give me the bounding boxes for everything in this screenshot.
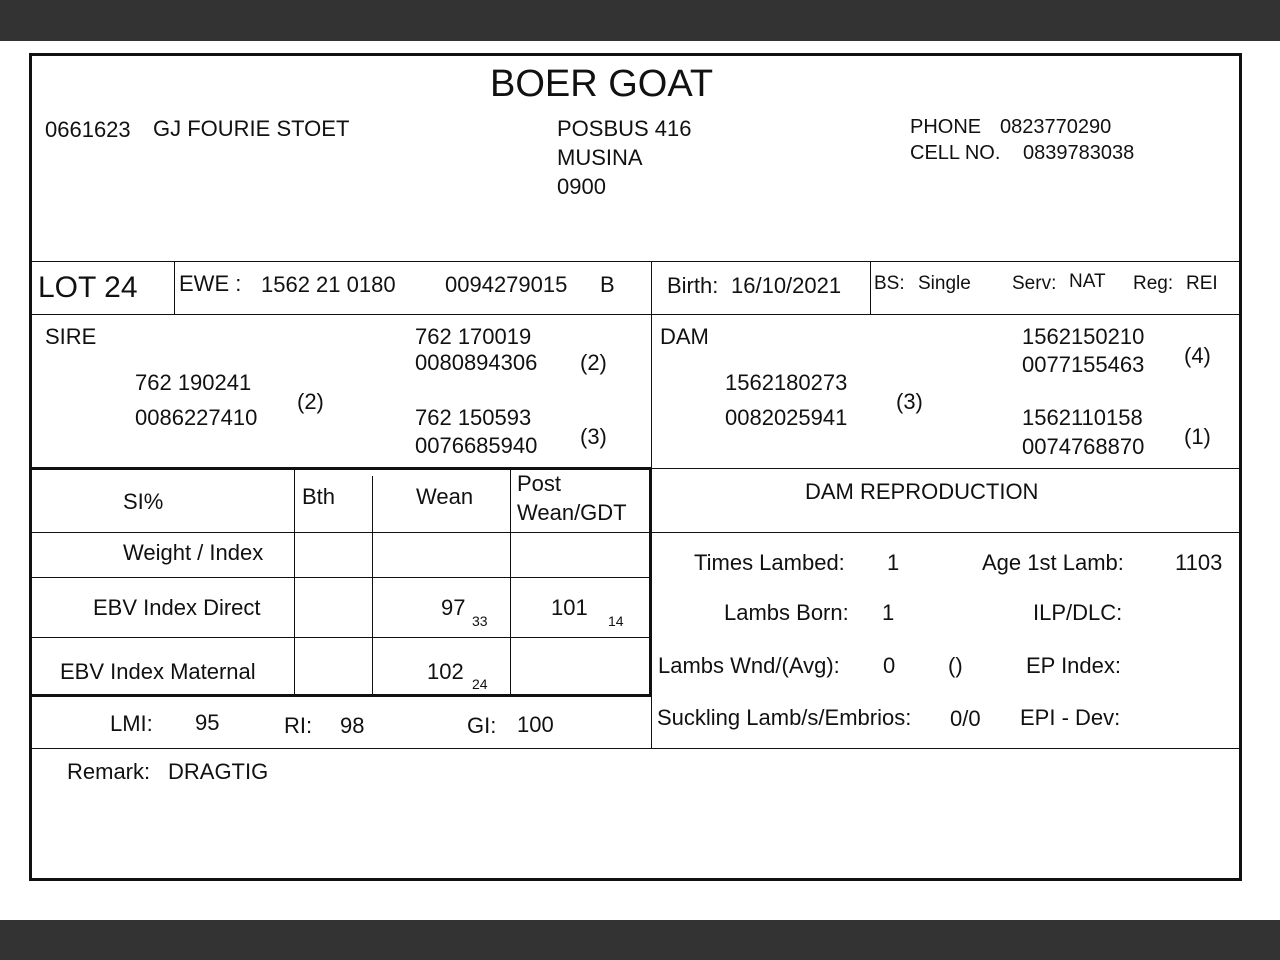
divider-ebv-top-thick bbox=[32, 467, 652, 470]
ebv-col-line-3 bbox=[510, 470, 511, 694]
cell-value: 0839783038 bbox=[1023, 142, 1135, 164]
ebv-maternal-wean-sub: 24 bbox=[472, 676, 488, 692]
ewe-reg: 0094279015 bbox=[445, 272, 568, 297]
sire-sire-reg: 0080894306 bbox=[415, 350, 538, 375]
ebv-maternal-wean: 102 bbox=[427, 659, 464, 684]
sire-reg: 0086227410 bbox=[135, 405, 258, 430]
lambs-born-label: Lambs Born: bbox=[724, 600, 849, 625]
birth-label: Birth: bbox=[667, 273, 719, 298]
lambs-weaned-label: Lambs Wnd/(Avg): bbox=[658, 653, 840, 678]
serv-label: Serv: bbox=[1012, 273, 1057, 294]
dam-id: 1562180273 bbox=[725, 370, 848, 395]
bottom-frame-bar bbox=[0, 920, 1280, 960]
phone-value: 0823770290 bbox=[1000, 116, 1112, 138]
lambs-born-value: 1 bbox=[882, 600, 895, 625]
ri-value: 98 bbox=[340, 713, 365, 738]
age-first-lamb-label: Age 1st Lamb: bbox=[982, 550, 1124, 575]
ebv-table-right-thick bbox=[649, 467, 652, 697]
lambs-weaned-avg: () bbox=[948, 653, 963, 678]
phone-label: PHONE bbox=[910, 116, 982, 138]
lmi-value: 95 bbox=[195, 710, 220, 735]
breeder-address-line-1: POSBUS 416 bbox=[557, 116, 692, 141]
card-title: BOER GOAT bbox=[490, 63, 714, 105]
divider-ewe-birth bbox=[651, 261, 652, 314]
sire-id: 762 190241 bbox=[135, 370, 252, 395]
ebv-header-si: SI% bbox=[123, 489, 164, 514]
sire-dam-id: 762 150593 bbox=[415, 405, 532, 430]
breeder-address-line-2: MUSINA bbox=[557, 145, 643, 170]
sire-label: SIRE bbox=[45, 324, 97, 349]
lambs-weaned-value: 0 bbox=[883, 653, 896, 678]
divider-dam-repro-top bbox=[652, 468, 1239, 469]
remark-value: DRAGTIG bbox=[168, 759, 269, 784]
lmi-label: LMI: bbox=[110, 711, 153, 736]
breeder-code: 0661623 bbox=[45, 117, 131, 142]
top-frame-bar bbox=[0, 0, 1280, 41]
ebv-header-bth: Bth bbox=[302, 484, 336, 509]
ri-label: RI: bbox=[284, 713, 313, 738]
serv-value: NAT bbox=[1069, 271, 1106, 292]
dam-count: (3) bbox=[896, 389, 923, 414]
gi-value: 100 bbox=[517, 712, 554, 737]
ewe-suffix: B bbox=[600, 272, 615, 297]
breeder-name: GJ FOURIE STOET bbox=[153, 116, 350, 141]
dam-label: DAM bbox=[660, 324, 709, 349]
ebv-direct-wean: 97 bbox=[441, 595, 466, 620]
sire-dam-count: (3) bbox=[580, 424, 607, 449]
ebv-table-bottom-thick bbox=[32, 694, 652, 697]
sire-sire-count: (2) bbox=[580, 350, 607, 375]
dam-dam-count: (1) bbox=[1184, 424, 1211, 449]
ebv-row-line-1 bbox=[32, 532, 650, 533]
ebv-col-line-1 bbox=[294, 470, 295, 694]
divider-lot-ewe bbox=[174, 261, 175, 314]
ep-index-label: EP Index: bbox=[1026, 653, 1121, 678]
cell-label: CELL NO. bbox=[910, 142, 1001, 164]
dam-sire-id: 1562150210 bbox=[1022, 324, 1145, 349]
ebv-row-line-3 bbox=[32, 637, 650, 638]
ebv-direct-post-sub: 14 bbox=[608, 613, 624, 629]
remark-label: Remark: bbox=[67, 759, 151, 784]
ebv-direct-post: 101 bbox=[551, 595, 588, 620]
ewe-label: EWE : bbox=[179, 271, 242, 296]
reg-label: Reg: bbox=[1133, 273, 1174, 294]
sire-count: (2) bbox=[297, 389, 324, 414]
times-lambed-label: Times Lambed: bbox=[694, 550, 845, 575]
gi-label: GI: bbox=[467, 713, 497, 738]
dam-reproduction-title: DAM REPRODUCTION bbox=[805, 479, 1039, 504]
ilp-dlc-label: ILP/DLC: bbox=[1033, 600, 1123, 625]
divider-birth-bs bbox=[870, 261, 871, 314]
dam-sire-count: (4) bbox=[1184, 343, 1211, 368]
ebv-header-post-2: Wean/GDT bbox=[517, 500, 627, 525]
divider-remark-top bbox=[32, 748, 1239, 749]
ebv-row-line-2 bbox=[32, 577, 650, 578]
ebv-header-wean: Wean bbox=[416, 484, 474, 509]
dam-reg: 0082025941 bbox=[725, 405, 848, 430]
divider-dam-repro-title bbox=[652, 532, 1239, 533]
divider-lot-row-bottom bbox=[32, 314, 1239, 315]
breeder-address-line-3: 0900 bbox=[557, 174, 606, 199]
divider-header-bottom bbox=[32, 261, 1239, 262]
dam-dam-reg: 0074768870 bbox=[1022, 434, 1145, 459]
bs-value: Single bbox=[918, 273, 971, 294]
suckling-label: Suckling Lamb/s/Embrios: bbox=[657, 705, 912, 730]
suckling-value: 0/0 bbox=[950, 706, 981, 731]
epi-dev-label: EPI - Dev: bbox=[1020, 705, 1121, 730]
sire-dam-reg: 0076685940 bbox=[415, 433, 538, 458]
lot-number: LOT 24 bbox=[38, 271, 138, 304]
ewe-id: 1562 21 0180 bbox=[261, 272, 396, 297]
ebv-row-label-weight-index: Weight / Index bbox=[123, 540, 264, 565]
dam-dam-id: 1562110158 bbox=[1022, 405, 1143, 430]
reg-value: REI bbox=[1186, 273, 1218, 294]
times-lambed-value: 1 bbox=[887, 550, 900, 575]
ebv-row-label-index-maternal: EBV Index Maternal bbox=[60, 659, 256, 684]
age-first-lamb-value: 1103 bbox=[1175, 550, 1223, 575]
bs-label: BS: bbox=[874, 273, 905, 294]
birth-date: 16/10/2021 bbox=[731, 273, 842, 298]
ebv-direct-wean-sub: 33 bbox=[472, 613, 488, 629]
sire-sire-id: 762 170019 bbox=[415, 324, 532, 349]
ebv-row-label-index-direct: EBV Index Direct bbox=[93, 595, 261, 620]
ebv-col-line-2 bbox=[372, 476, 373, 694]
dam-sire-reg: 0077155463 bbox=[1022, 352, 1145, 377]
ebv-header-post-1: Post bbox=[517, 471, 562, 496]
